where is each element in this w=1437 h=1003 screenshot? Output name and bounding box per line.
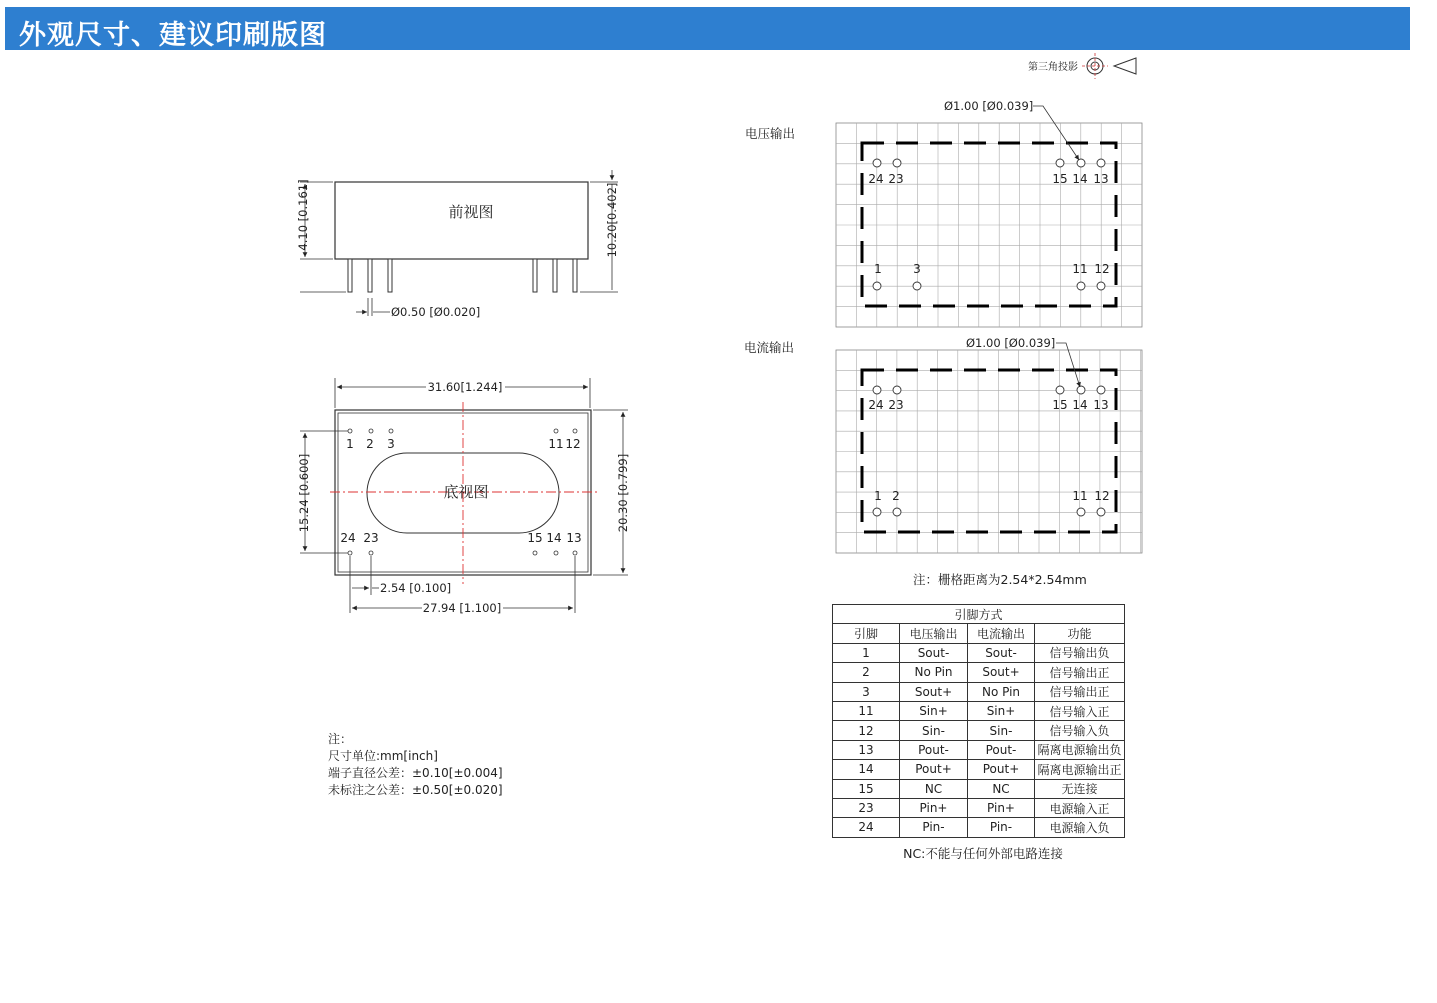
bottom-view-title: 底视图 [443,483,489,501]
bottom-width-dim: 20.30 [0.799] [616,453,630,533]
vpcb-pin-11: 11 [1072,262,1088,276]
table-cell: Sout+ [968,663,1035,682]
cpcb-hole-dim: Ø1.00 [Ø0.039] [966,336,1056,350]
bv-pin-13: 13 [566,531,582,545]
cpcb-pin-15: 15 [1052,398,1068,412]
table-cell: Pin+ [968,798,1035,817]
table-row [833,701,1125,720]
table-cell: Sout- [900,643,968,662]
projection-label: 第三角投影 [1028,62,1078,73]
pin-table-title: 引脚方式 [833,605,1125,624]
current-output-label: 电流输出 [744,340,795,355]
vpcb-pin-13: 13 [1093,172,1109,186]
table-cell: Sout- [968,643,1035,662]
table-cell: 23 [833,798,900,817]
table-cell: 12 [833,721,900,740]
front-total-height-dim: 10.20[0.402] [605,182,619,258]
header-current: 电流输出 [968,624,1035,643]
table-cell: 电源输入负 [1035,818,1125,837]
table-row [833,643,1125,662]
table-cell: NC [900,779,968,798]
bv-pin-1: 1 [346,437,354,451]
table-cell: 信号输出负 [1035,643,1125,662]
table-cell: 24 [833,818,900,837]
bv-pin-23: 23 [363,531,379,545]
table-cell: 隔离电源输出正 [1035,760,1125,779]
table-cell: 信号输出正 [1035,682,1125,701]
table-cell: 信号输出正 [1035,663,1125,682]
table-row [833,798,1125,817]
table-cell: 14 [833,760,900,779]
projection-symbol [1028,53,1136,79]
table-row [833,663,1125,682]
table-cell: No Pin [968,682,1035,701]
table-cell: 11 [833,701,900,720]
table-cell: 信号输入负 [1035,721,1125,740]
table-cell: Sin+ [968,701,1035,720]
table-cell: Pout+ [900,760,968,779]
bv-pin-15: 15 [527,531,543,545]
bottom-pin-span-x-dim: 27.94 [1.100] [422,601,502,615]
front-height-dim: 4.10 [0.161] [296,179,310,251]
current-pcb-grid [836,336,1142,553]
cpcb-pin-2: 2 [892,489,900,503]
cpcb-pin-13: 13 [1093,398,1109,412]
table-cell: Sin+ [900,701,968,720]
cpcb-pin-23: 23 [888,398,904,412]
vpcb-pin-3: 3 [913,262,921,276]
bottom-pin-span-y-dim: 15.24 [0.600] [297,453,311,533]
table-cell: 电源输入正 [1035,798,1125,817]
table-cell: Pout- [900,740,968,759]
header-voltage: 电压输出 [900,624,968,643]
vpcb-hole-dim: Ø1.00 [Ø0.039] [944,99,1034,113]
table-cell: Pout- [968,740,1035,759]
bv-pin-2: 2 [366,437,374,451]
vpcb-pin-1: 1 [874,262,882,276]
vpcb-pin-15: 15 [1052,172,1068,186]
table-row [833,760,1125,779]
bv-pin-11: 11 [548,437,564,451]
bottom-view [297,378,630,615]
table-row [833,779,1125,798]
pin-table-header [833,624,1125,643]
pin-diameter-dim: Ø0.50 [Ø0.020] [391,305,481,319]
pin-table [832,604,1125,838]
table-cell: 信号输入正 [1035,701,1125,720]
table-cell: 1 [833,643,900,662]
cpcb-pin-11: 11 [1072,489,1088,503]
notes-block [328,731,503,799]
page-title: 外观尺寸、建议印刷版图 [19,20,327,51]
table-row [833,721,1125,740]
table-cell: Pout+ [968,760,1035,779]
notes-title: 注： [328,732,353,746]
table-cell: 2 [833,663,900,682]
front-view-title: 前视图 [448,203,494,221]
notes-line: 尺寸单位:mm[inch] [328,749,438,763]
notes-line: 未标注之公差：±0.50[±0.020] [328,783,503,797]
vpcb-pin-24: 24 [868,172,884,186]
table-cell: Sin- [900,721,968,740]
table-cell: 13 [833,740,900,759]
bv-pin-24: 24 [340,531,356,545]
bv-pin-12: 12 [565,437,581,451]
table-cell: Sout+ [900,682,968,701]
table-cell: 15 [833,779,900,798]
table-row [833,740,1125,759]
table-cell: Pin- [900,818,968,837]
bottom-length-dim: 31.60[1.244] [427,380,503,394]
vpcb-pin-23: 23 [888,172,904,186]
table-cell: 3 [833,682,900,701]
front-view [296,170,619,319]
table-cell: Sin- [968,721,1035,740]
cpcb-pin-14: 14 [1072,398,1088,412]
table-cell: NC [968,779,1035,798]
vpcb-pin-14: 14 [1072,172,1088,186]
table-cell: 隔离电源输出负 [1035,740,1125,759]
cpcb-pin-1: 1 [874,489,882,503]
table-cell: No Pin [900,663,968,682]
voltage-pcb-grid [836,99,1142,327]
bv-pin-14: 14 [546,531,562,545]
table-cell: 无连接 [1035,779,1125,798]
table-row [833,682,1125,701]
bottom-pitch-dim: 2.54 [0.100] [380,581,452,595]
notes-line: 端子直径公差：±0.10[±0.004] [328,766,503,780]
voltage-output-label: 电压输出 [745,126,796,141]
table-cell: Pin+ [900,798,968,817]
header-function: 功能 [1035,624,1125,643]
header-pin: 引脚 [833,624,900,643]
table-row [833,818,1125,837]
vpcb-pin-12: 12 [1094,262,1110,276]
cpcb-pin-24: 24 [868,398,884,412]
bv-pin-3: 3 [387,437,395,451]
cpcb-pin-12: 12 [1094,489,1110,503]
grid-note: 注：栅格距离为2.54*2.54mm [913,572,1087,587]
table-cell: Pin- [968,818,1035,837]
pin-table-footer: NC:不能与任何外部电路连接 [903,846,1063,861]
